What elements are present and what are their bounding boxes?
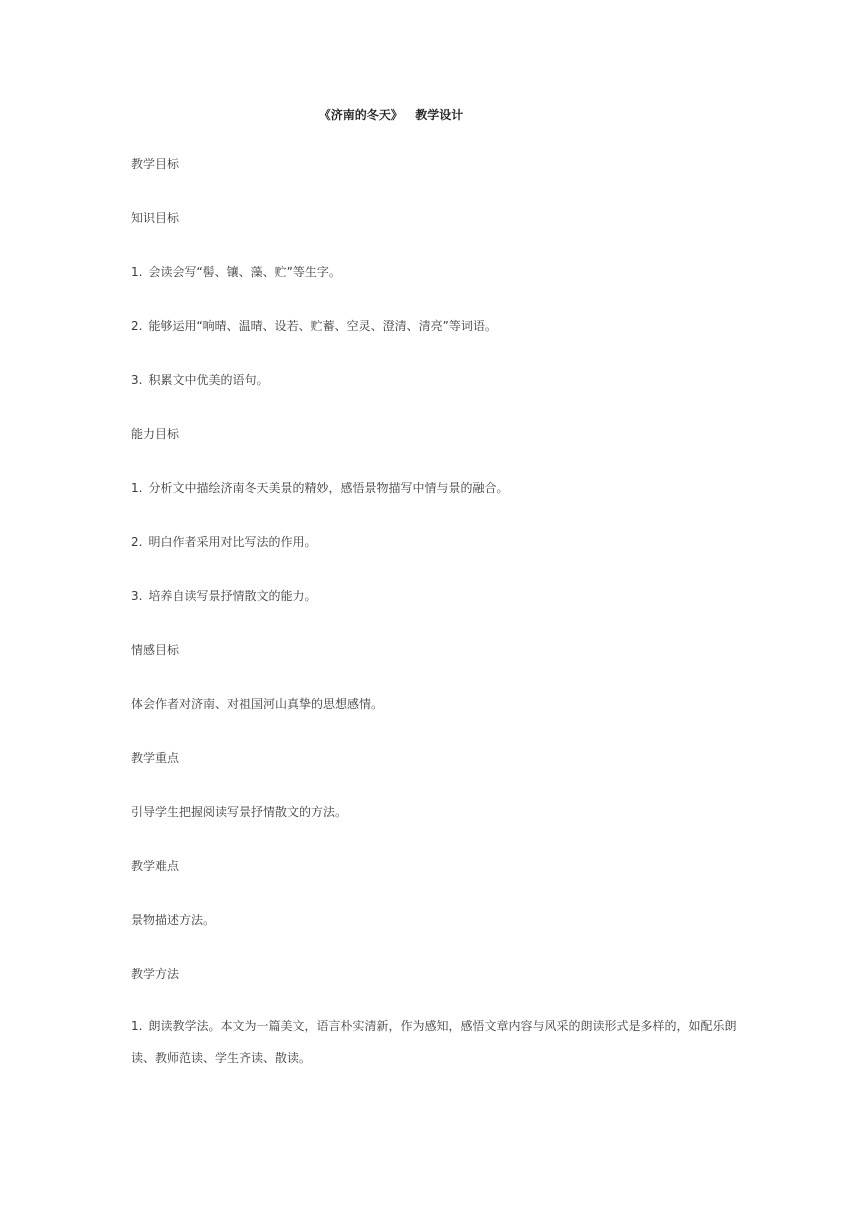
heading-methods: 教学方法 [131,967,180,981]
key-points-text: 引导学生把握阅读写景抒情散文的方法。 [131,805,348,819]
item-text: 朗读教学法。本文为一篇美文，语言朴实清新，作为感知，感悟文章内容与风采的朗读形式是多样的，如配乐朗读、教师范读、学生齐读、散读。 [131,1019,737,1065]
item-text: 积累文中优美的语句。 [148,373,269,387]
item-number: 1. [131,265,143,279]
knowledge-item-2 [131,317,497,335]
difficulties-text: 景物描述方法。 [131,913,216,927]
heading-ability-goals: 能力目标 [131,427,180,441]
ability-item-1 [131,479,508,497]
emotion-text: 体会作者对济南、对祖国河山真挚的思想感情。 [131,697,384,711]
item-number: 2. [131,535,143,549]
item-text: 会读会写“髻、镶、藻、贮”等生字。 [148,265,341,279]
heading-emotion-goals: 情感目标 [131,643,180,657]
ability-item-2 [131,533,316,551]
item-number: 3. [131,589,143,603]
heading-teaching-goals: 教学目标 [131,157,180,171]
item-text: 能够运用“响晴、温晴、设若、贮蓄、空灵、澄清、清亮”等词语。 [148,319,497,333]
item-text: 分析文中描绘济南冬天美景的精妙，感悟景物描写中情与景的融合。 [148,481,509,495]
document-title: 《济南的冬天》 教学设计 [318,108,464,122]
item-number: 2. [131,319,143,333]
item-number: 1. [131,1019,143,1033]
method-item-1 [131,1010,741,1074]
item-text: 明白作者采用对比写法的作用。 [148,535,317,549]
heading-key-points: 教学重点 [131,751,180,765]
heading-knowledge-goals: 知识目标 [131,211,180,225]
item-number: 3. [131,373,143,387]
knowledge-item-3 [131,371,268,389]
item-number: 1. [131,481,143,495]
knowledge-item-1 [131,263,341,281]
heading-difficulties: 教学难点 [131,859,180,873]
item-text: 培养自读写景抒情散文的能力。 [148,589,317,603]
ability-item-3 [131,587,316,605]
